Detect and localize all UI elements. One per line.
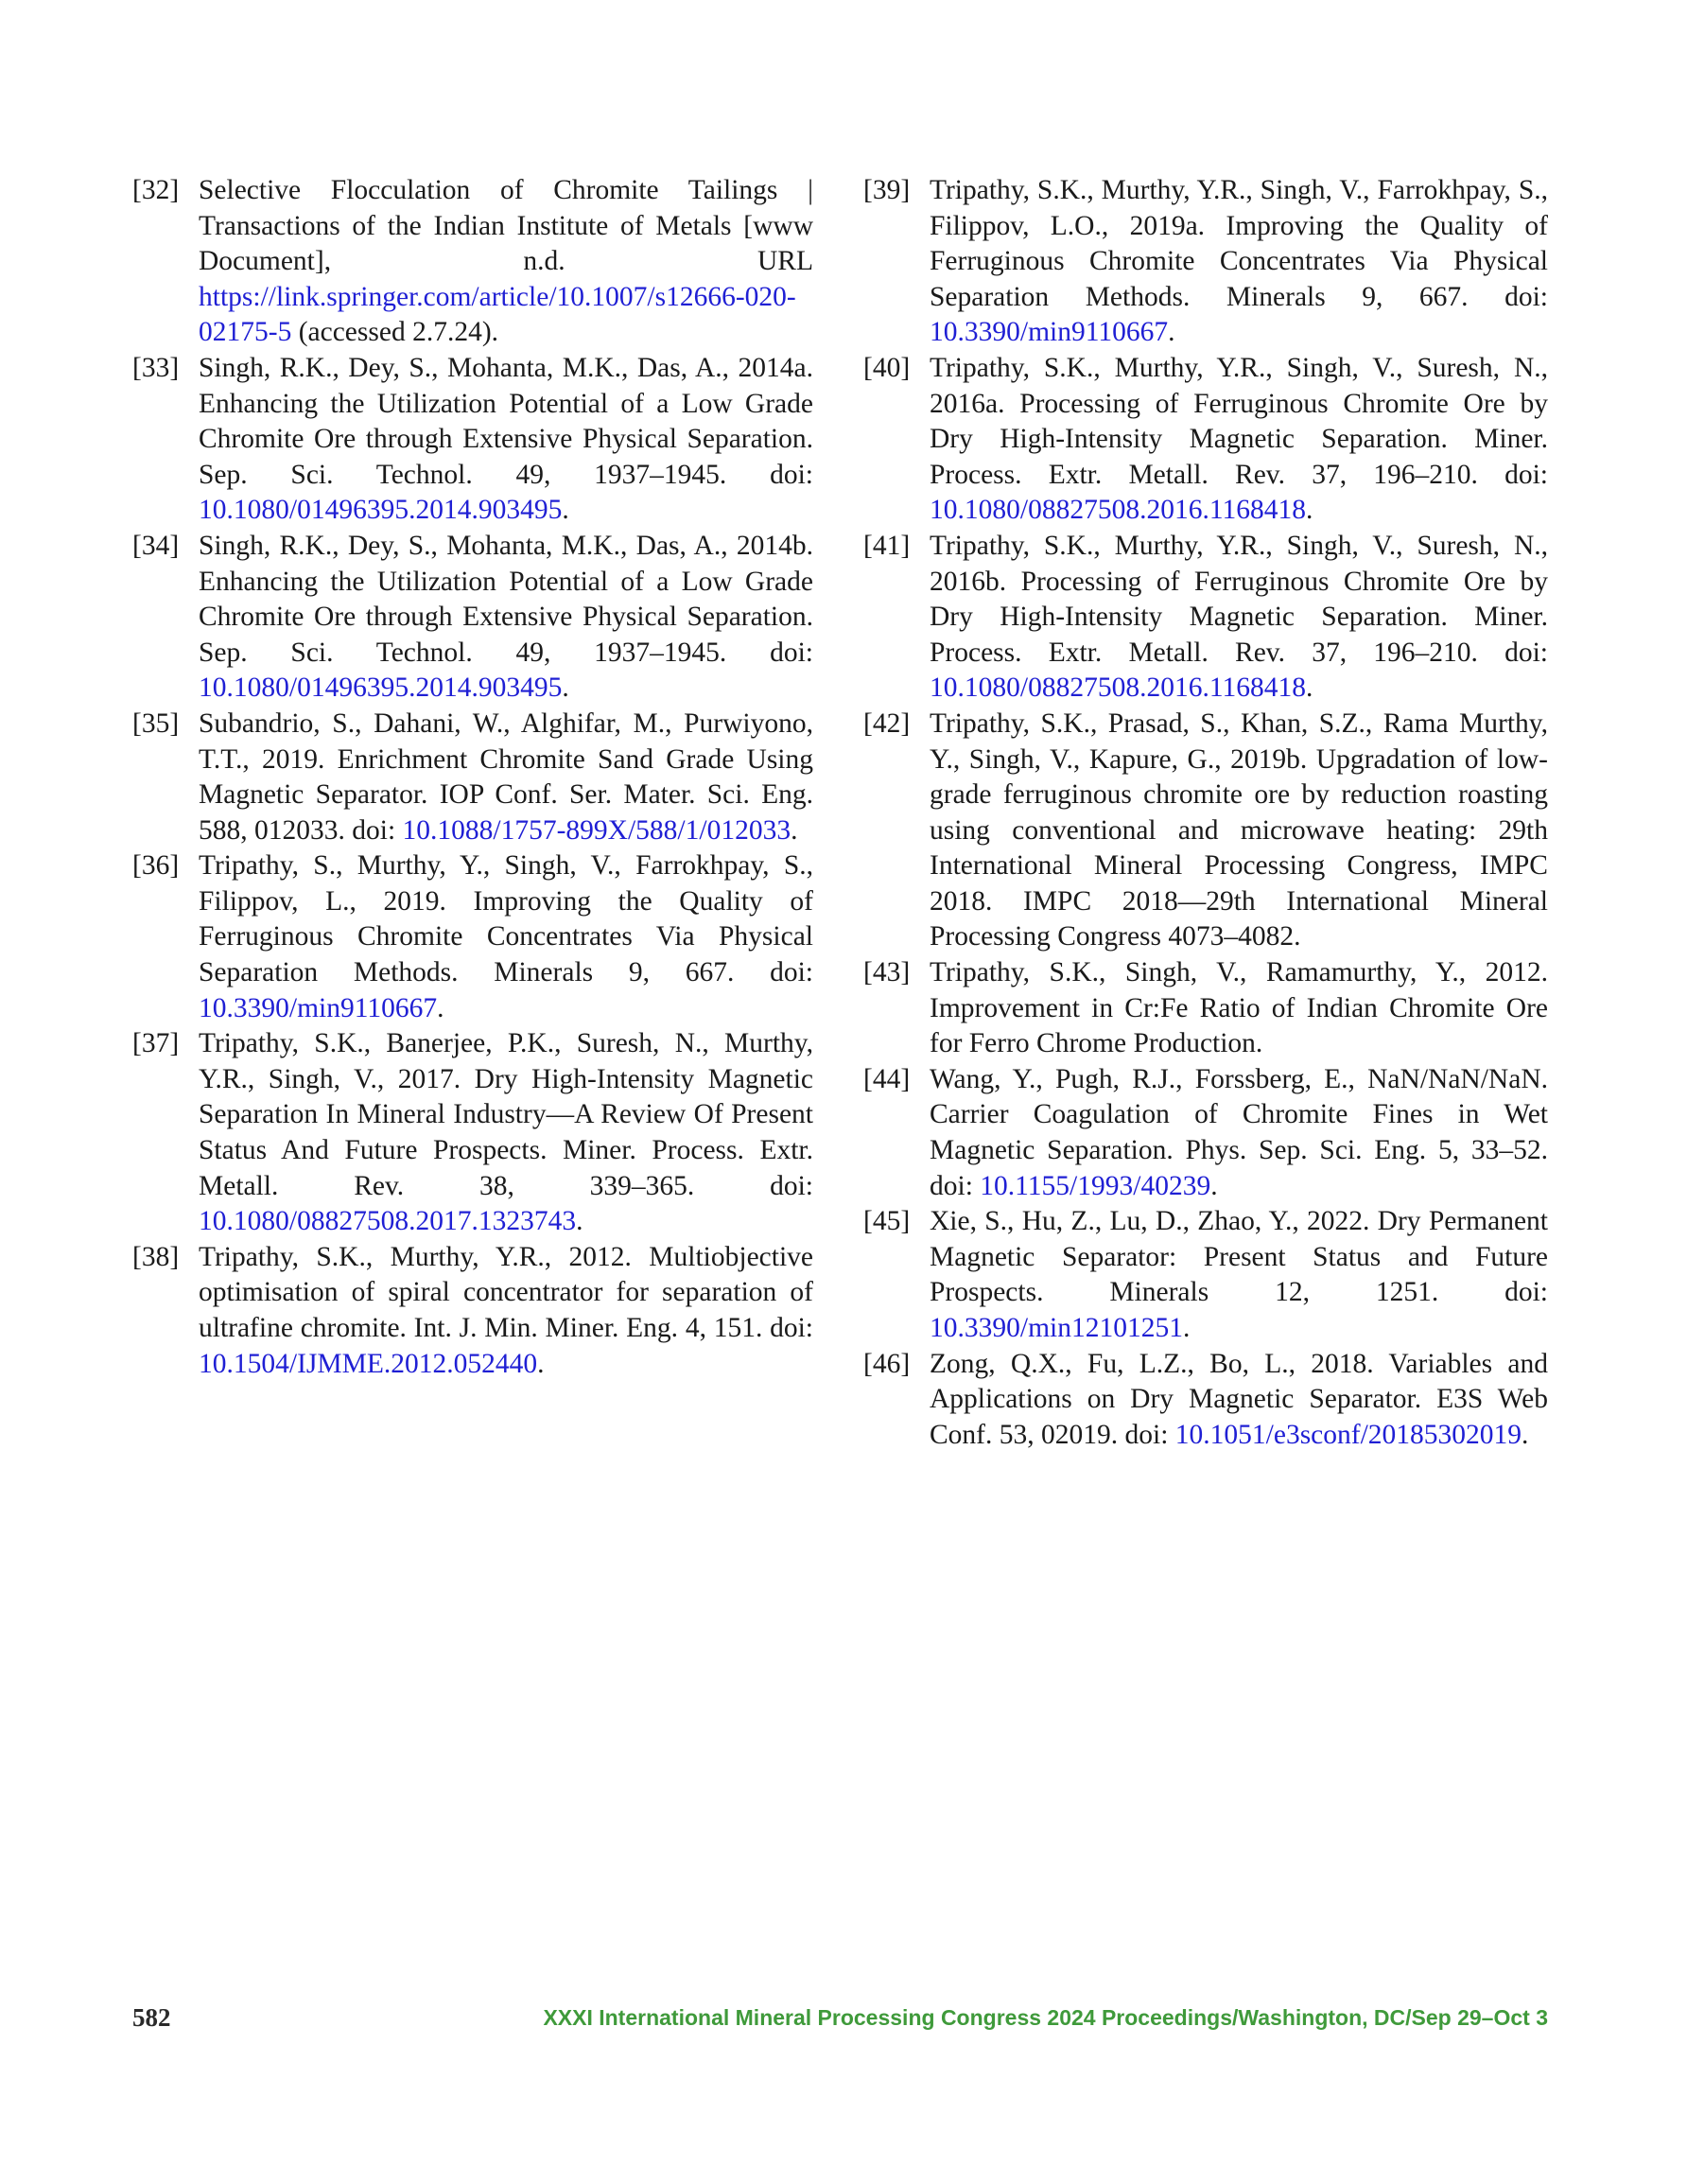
reference-text [199, 351, 813, 529]
reference-citation: Tripathy, S.K., Singh, V., Ramamurthy, Y., 2012. Improvement in Cr:Fe Ratio of Indian Chromite Ore for Ferro Chrome Production. [930, 957, 1548, 1059]
reference-number: [35] [132, 708, 180, 739]
reference-item [863, 351, 1548, 529]
reference-number: [46] [863, 1348, 911, 1379]
reference-text [930, 1204, 1548, 1346]
reference-doi-link[interactable]: 10.1080/01496395.2014.903495 [199, 673, 563, 704]
reference-number: [39] [863, 175, 911, 205]
reference-citation: Xie, S., Hu, Z., Lu, D., Zhao, Y., 2022. Dry Permanent Magnetic Separator: Present Status and Future Prospects. Minerals 12, 1251. doi: [930, 1206, 1548, 1308]
reference-suffix: . [791, 814, 798, 846]
reference-number: [44] [863, 1063, 911, 1094]
reference-citation: Singh, R.K., Dey, S., Mohanta, M.K., Das, A., 2014b. Enhancing the Utilization Potential of a Low Grade Chromite Ore through Extensive Physical Separation. Sep. Sci. Technol. 49, 1937–1945. doi: [199, 530, 813, 668]
reference-item [132, 707, 813, 848]
reference-item [132, 1026, 813, 1240]
reference-suffix: . [1305, 495, 1313, 526]
reference-doi-link[interactable]: https://link.springer.com/article/10.1007/s12666-020-02175-5 [199, 281, 796, 348]
reference-doi-link[interactable]: 10.1504/IJMME.2012.052440 [199, 1348, 538, 1379]
reference-number: [36] [132, 850, 180, 882]
reference-suffix: . [562, 495, 569, 526]
reference-citation: Wang, Y., Pugh, R.J., Forssberg, E., NaN/NaN/NaN. Carrier Coagulation of Chromite Fines in Wet Magnetic Separation. Phys. Sep. Sci. Eng. 5, 33–52. doi: [930, 1063, 1548, 1201]
reference-item [132, 173, 813, 351]
reference-citation: Zong, Q.X., Fu, L.Z., Bo, L., 2018. Variables and Applications on Dry Magnetic Separator. E3S Web Conf. 53, 02019. doi: [930, 1348, 1548, 1450]
reference-suffix: . [562, 673, 569, 704]
reference-citation: Singh, R.K., Dey, S., Mohanta, M.K., Das, A., 2014a. Enhancing the Utilization Potential of a Low Grade Chromite Ore through Extensive Physical Separation. Sep. Sci. Technol. 49, 1937–1945. doi: [199, 352, 813, 490]
reference-text [930, 173, 1548, 351]
reference-doi-link[interactable]: 10.3390/min9110667 [930, 317, 1169, 348]
reference-item [132, 848, 813, 1026]
reference-number: [32] [132, 175, 180, 205]
reference-citation: Tripathy, S.K., Murthy, Y.R., Singh, V., Farrokhpay, S., Filippov, L.O., 2019a. Improving the Quality of Ferruginous Chromite Concentrates Via Physical Separation Methods. Minerals 9, 667. doi: [930, 175, 1548, 312]
reference-suffix: . [576, 1206, 583, 1237]
reference-number: [41] [863, 530, 911, 561]
reference-doi-link[interactable]: 10.3390/min12101251 [930, 1313, 1183, 1343]
reference-suffix: . [437, 992, 444, 1023]
reference-doi-link[interactable]: 10.1080/08827508.2016.1168418 [930, 495, 1306, 526]
reference-text [930, 529, 1548, 707]
references-left-column [132, 173, 813, 1382]
reference-text [199, 707, 813, 848]
reference-suffix: (accessed 2.7.24). [291, 317, 499, 348]
reference-doi-link[interactable]: 10.1155/1993/40239 [980, 1170, 1211, 1201]
reference-suffix: . [1522, 1419, 1529, 1450]
reference-doi-link[interactable]: 10.1080/01496395.2014.903495 [199, 495, 563, 526]
reference-doi-link[interactable]: 10.1080/08827508.2017.1323743 [199, 1206, 577, 1237]
reference-doi-link[interactable]: 10.3390/min9110667 [199, 992, 438, 1023]
reference-suffix: . [1210, 1170, 1218, 1201]
page-number: 582 [132, 2002, 171, 2032]
reference-text [199, 173, 813, 351]
reference-citation: Tripathy, S.K., Murthy, Y.R., Singh, V., Suresh, N., 2016a. Processing of Ferruginous Chromite Ore by Dry High-Intensity Magnetic Separation. Miner. Process. Extr. Metall. Rev. 37, 196–210. doi: [930, 352, 1548, 490]
reference-text [930, 1062, 1548, 1204]
reference-item [863, 707, 1548, 955]
reference-number: [40] [863, 352, 911, 383]
reference-citation: Selective Flocculation of Chromite Tailings | Transactions of the Indian Institute of Metals [www Document], n.d. URL [199, 175, 813, 277]
reference-text [930, 955, 1548, 1062]
reference-number: [38] [132, 1241, 180, 1272]
reference-doi-link[interactable]: 10.1088/1757-899X/588/1/012033 [402, 814, 791, 846]
reference-doi-link[interactable]: 10.1051/e3sconf/20185302019 [1174, 1419, 1522, 1450]
reference-item [863, 1204, 1548, 1346]
reference-number: [42] [863, 708, 911, 739]
reference-number: [34] [132, 530, 180, 561]
reference-suffix: . [1182, 1313, 1191, 1343]
reference-text [199, 848, 813, 1026]
reference-item [863, 955, 1548, 1062]
reference-text [199, 529, 813, 707]
reference-text [199, 1026, 813, 1240]
page-footer [132, 1999, 1548, 2036]
reference-item [863, 1347, 1548, 1454]
reference-number: [37] [132, 1028, 180, 1059]
reference-suffix: . [1168, 317, 1175, 348]
reference-suffix: . [1305, 673, 1313, 704]
reference-number: [33] [132, 352, 180, 383]
reference-citation: Subandrio, S., Dahani, W., Alghifar, M., Purwiyono, T.T., 2019. Enrichment Chromite Sand Grade Using Magnetic Separator. IOP Conf. Ser. Mater. Sci. Eng. 588, 012033. doi: [199, 708, 813, 846]
reference-citation: Tripathy, S.K., Banerjee, P.K., Suresh, N., Murthy, Y.R., Singh, V., 2017. Dry High-Intensity Magnetic Separation In Mineral Industry—A Review Of Present Status And Future Prospects. Miner. Process. Extr. Metall. Rev. 38, 339–365. doi: [199, 1028, 813, 1201]
reference-item [132, 529, 813, 707]
footer-title: XXXI International Mineral Processing Congress 2024 Proceedings/Washington, DC/Sep 29–Oct 3 [543, 2004, 1548, 2030]
reference-item [132, 1240, 813, 1382]
reference-citation: Tripathy, S.K., Prasad, S., Khan, S.Z., Rama Murthy, Y., Singh, V., Kapure, G., 2019b. Upgradation of low-grade ferruginous chromite ore by reduction roasting using conventional and microwave heating: 29th International Mineral Processing Congress, IMPC 2018. IMPC 2018—29th International Mineral Processing Congress 4073–4082. [930, 708, 1548, 952]
reference-item [863, 529, 1548, 707]
reference-item [863, 1062, 1548, 1204]
reference-item [863, 173, 1548, 351]
reference-citation: Tripathy, S.K., Murthy, Y.R., Singh, V., Suresh, N., 2016b. Processing of Ferruginous Chromite Ore by Dry High-Intensity Magnetic Separation. Miner. Process. Extr. Metall. Rev. 37, 196–210. doi: [930, 530, 1548, 668]
reference-text [930, 1347, 1548, 1454]
reference-suffix: . [537, 1348, 545, 1379]
reference-doi-link[interactable]: 10.1080/08827508.2016.1168418 [930, 673, 1306, 704]
reference-number: [43] [863, 957, 911, 988]
reference-text [930, 351, 1548, 529]
reference-number: [45] [863, 1206, 911, 1237]
reference-citation: Tripathy, S., Murthy, Y., Singh, V., Farrokhpay, S., Filippov, L., 2019. Improving the Quality of Ferruginous Chromite Concentrates Via Physical Separation Methods. Minerals 9, 667. doi: [199, 850, 813, 988]
reference-citation: Tripathy, S.K., Murthy, Y.R., 2012. Multiobjective optimisation of spiral concentrator for separation of ultrafine chromite. Int. J. Min. Miner. Eng. 4, 151. doi: [199, 1241, 813, 1343]
reference-item [132, 351, 813, 529]
reference-text [930, 707, 1548, 955]
references-right-column [863, 173, 1548, 1453]
reference-text [199, 1240, 813, 1382]
